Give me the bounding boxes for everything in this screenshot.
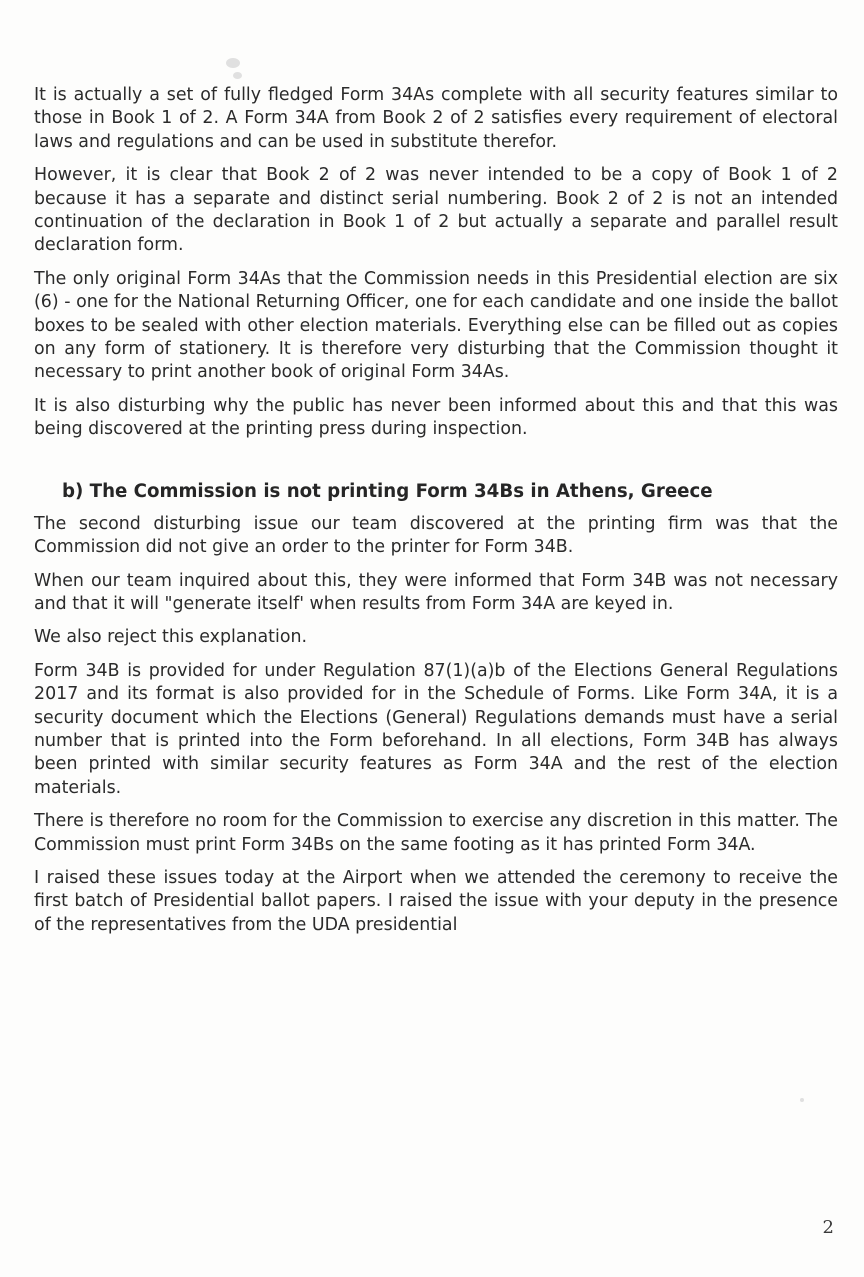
page-number: 2 bbox=[822, 1217, 834, 1238]
scan-speck bbox=[800, 1098, 804, 1102]
body-paragraph: I raised these issues today at the Airport when we attended the ceremony to receive the first batch of Presidential ballot papers. I raised the issue with your deputy in the presence of the representatives from the UDA presidential bbox=[34, 867, 838, 935]
section-heading: b) The Commission is not printing Form 34Bs in Athens, Greece bbox=[62, 480, 713, 502]
body-paragraph: It is actually a set of fully fledged Form 34As complete with all security features similar to those in Book 1 of 2. A Form 34A from Book 2 of 2 satisfies every requirement of electoral laws and regulations and can be used in substitute therefor. bbox=[34, 85, 838, 152]
body-paragraph: There is therefore no room for the Commission to exercise any discretion in this matter. The Commission must print Form 34Bs on the same footing as it has printed Form 34A. bbox=[34, 811, 838, 855]
body-paragraph: Form 34B is provided for under Regulation 87(1)(a)b of the Elections General Regulations 2017 and its format is also provided for in the Schedule of Forms. Like Form 34A, it is a security document which the Elections (General) Regulations demands must have a serial number that is printed into the Form beforehand. In all elections, Form 34B has always been printed with similar security features as Form 34A and the rest of the election materials. bbox=[34, 660, 838, 798]
body-paragraph: We also reject this explanation. bbox=[34, 627, 308, 648]
document-body bbox=[34, 84, 838, 947]
body-paragraph: However, it is clear that Book 2 of 2 was never intended to be a copy of Book 1 of 2 because it has a separate and distinct serial numbering. Book 2 of 2 is not an intended continuation of the declaration in Book 1 of 2 but actually a separate and parallel result declaration form. bbox=[34, 165, 838, 256]
body-paragraph: The second disturbing issue our team discovered at the printing firm was that the Commission did not give an order to the printer for Form 34B. bbox=[34, 513, 838, 558]
body-paragraph: It is also disturbing why the public has never been informed about this and that this was being discovered at the printing press during inspection. bbox=[34, 395, 838, 440]
body-paragraph: When our team inquired about this, they were informed that Form 34B was not necessary and that it will "generate itself' when results from Form 34A are keyed in. bbox=[34, 570, 838, 614]
scan-speck bbox=[233, 72, 242, 79]
scan-speck bbox=[226, 58, 240, 68]
body-paragraph: The only original Form 34As that the Commission needs in this Presidential election are six (6) - one for the National Returning Officer, one for each candidate and one inside the ballot boxes to be sealed with other election materials. Everything else can be filled out as copies on any form of stationery. It is therefore very disturbing that the Commission thought it necessary to print another book of original Form 34As. bbox=[34, 268, 838, 383]
